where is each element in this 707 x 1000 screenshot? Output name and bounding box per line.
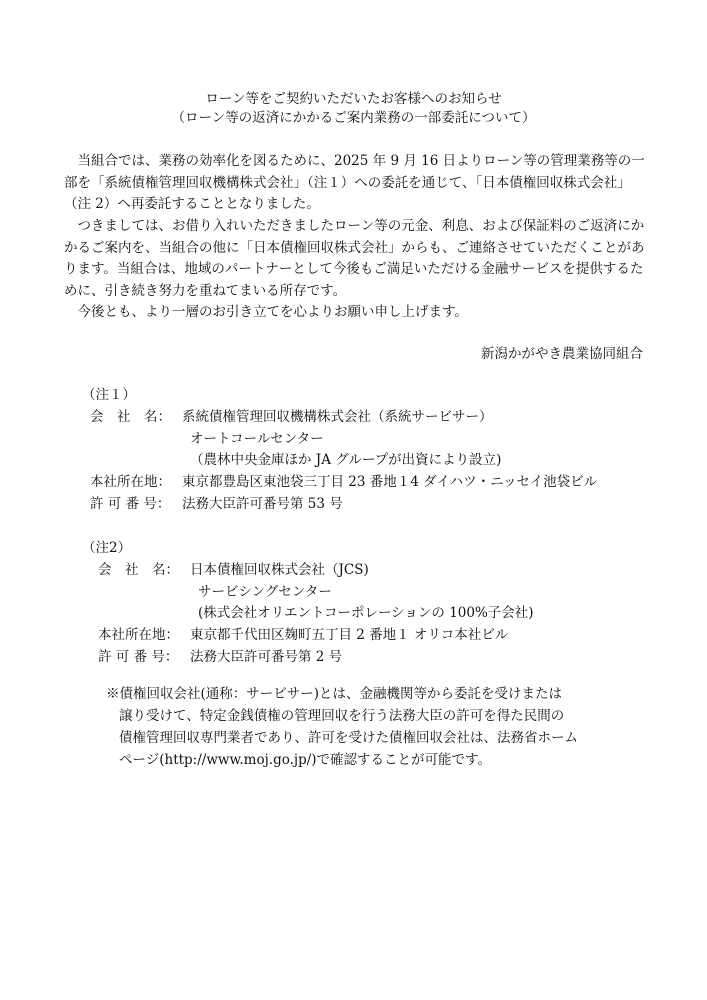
note-2-license-label: 許 可 番 号： <box>98 648 179 665</box>
disclaimer-line-2: 譲り受けて、特定金銭債権の管理回収を行う法務大臣の許可を得た民間の <box>119 708 565 724</box>
disclaimer-line-4: ページ(http://www.moj.go.jp/)で確認することが可能です。 <box>119 752 491 768</box>
note-1-address: 東京都豊島区東池袋三丁目 23 番地１4 ダイハツ・ニッセイ池袋ビル <box>182 474 598 491</box>
note-1-block <box>82 385 597 516</box>
body-paragraph-1: 当組合では、業務の効率化を図るために、2025 年 9 月 16 日よりローン等の管理業務等の一部を「系統債権管理回収機構株式会社」（注１）への委託を通じて、「日本債権回収株式会社」（注 2）へ再委託することとなりました。 <box>64 153 645 213</box>
body-paragraph-2: つきましては、お借り入れいただきましたローン等の元金、利息、および保証料のご返済にかかるご案内を、当組合の他に「日本債権回収株式会社」からも、ご連絡させていただくことがあります。当組合は、地域のパートナーとして今後もご満足いただける金融サービスを提供するために、引き続き努力を重ねてまいる所存です。 <box>64 218 645 299</box>
note-2-company-line-2: サービシングセンター <box>198 583 332 600</box>
disclaimer-line-3: 債権管理回収専門業者であり、許可を受けた債権回収会社は、法務省ホーム <box>119 730 578 746</box>
note-2-company-row <box>82 560 534 582</box>
servicer-disclaimer <box>106 683 606 771</box>
note-1-license: 法務大臣許可番号第 53 号 <box>182 495 343 512</box>
note-1-heading: （注１） <box>82 387 136 403</box>
note-2-license-row <box>82 647 534 669</box>
note-1-license-row <box>82 494 597 516</box>
note-2-address: 東京都千代田区麹町五丁目 2 番地１ オリコ本社ビル <box>190 627 509 644</box>
note-2-heading: （注2） <box>82 540 132 556</box>
note-1-license-label: 許 可 番 号： <box>90 495 171 512</box>
note-2-license: 法務大臣許可番号第 2 号 <box>190 648 343 665</box>
note-1-company-line-3: （農林中央金庫ほか JA グループが出資により設立) <box>190 452 502 469</box>
note-2-address-row <box>82 625 534 647</box>
signature-organization: 新潟かがやき農業協同組合 <box>481 346 643 362</box>
note-2-company-line-3: (株式会社オリエントコーポレーションの 100%子会社) <box>198 605 534 622</box>
disclaimer-line-1: ※債権回収会社(通称：サービサー)とは、金融機関等から委託を受けまたは <box>106 686 563 702</box>
note-2-company-name: 日本債権回収株式会社（JCS) <box>190 561 369 578</box>
document-subtitle: （ローン等の返済にかかるご案内業務の一部委託について） <box>171 110 536 126</box>
note-2-company-label: 会 社 名： <box>98 561 179 578</box>
note-1-company-name: 系統債権管理回収機構株式会社（系統サービサー） <box>182 408 493 425</box>
body-paragraph-3: 今後とも、より一層のお引き立てを心よりお願い申し上げます。 <box>77 304 468 320</box>
note-1-address-row <box>82 472 597 494</box>
note-1-company-label: 会 社 名： <box>90 408 171 425</box>
note-1-address-label: 本社所在地： <box>90 474 171 491</box>
note-2-address-label: 本社所在地： <box>98 627 179 644</box>
note-1-company-row <box>82 407 597 429</box>
note-1-company-line-2: オートコールセンター <box>190 430 324 447</box>
document-title: ローン等をご契約いただいたお客様へのお知らせ <box>205 91 502 107</box>
note-2-block <box>82 538 534 669</box>
